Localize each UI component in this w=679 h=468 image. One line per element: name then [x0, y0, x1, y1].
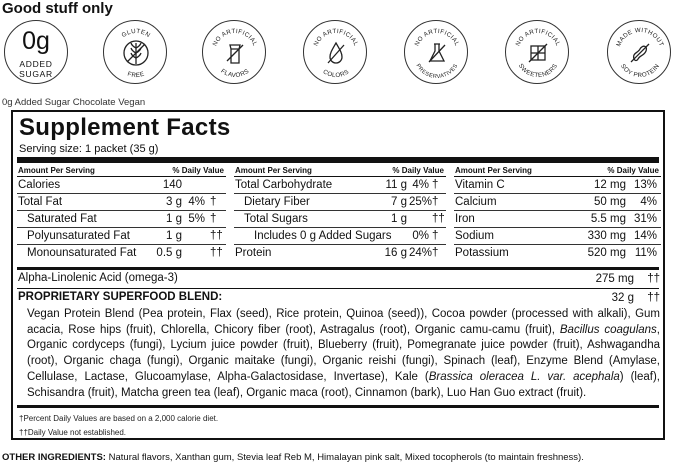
sweetener-icon: [506, 21, 570, 85]
nutrient-amount: 7 g: [391, 196, 407, 208]
nutrient-row: [234, 245, 446, 262]
svg-text:MADE WITHOUT: [615, 27, 665, 48]
nutrient-mark: †: [432, 196, 439, 208]
no-artificial-flavors-badge: [202, 20, 266, 84]
nutrient-mark: ††: [432, 213, 445, 225]
nutrient-percent: 4%: [188, 196, 205, 208]
badge-top-text: MADE WITHOUT: [615, 26, 665, 48]
svg-text:NO ARTIFICIAL: [514, 28, 561, 47]
nutrient-amount: 16 g: [384, 247, 407, 259]
nutrient-label: Monounsaturated Fat: [27, 247, 137, 259]
svg-text:SOY PROTEIN: [619, 63, 661, 79]
nutrient-row: [234, 211, 446, 228]
badge-row: [0, 20, 679, 96]
nutrient-label: Calcium: [455, 196, 497, 208]
badge-line2: SUGAR: [19, 69, 53, 79]
ala-row: [18, 272, 662, 288]
nutrient-label: Protein: [235, 247, 272, 259]
nutrient-row: [234, 177, 446, 194]
badge-bottom-text: FLAVORS: [219, 67, 251, 80]
nutrient-amount: 0.5 g: [156, 247, 182, 259]
nutrient-row: [454, 177, 661, 194]
badge-bottom-text: SWEETENERS: [516, 62, 560, 80]
added-sugar-badge: [4, 20, 68, 84]
nutrient-percent: 4%: [412, 179, 429, 191]
nutrient-amount: 11 g: [385, 179, 407, 191]
nutrient-mark: †: [432, 230, 439, 242]
nutrient-percent: 25%: [409, 196, 433, 208]
nutrient-mark: †: [210, 196, 217, 208]
nutrient-percent: 11%: [634, 247, 657, 259]
nutrient-label: Includes 0 g Added Sugars: [254, 230, 392, 242]
nutrient-label: Total Carbohydrate: [235, 179, 333, 191]
ingredients-text: ) (leaf), Schisandra (fruit), Matcha green tea (leaf), Organic maca (root), Cinnamon (bark), Luo Han Guo extract (fruit).: [27, 370, 660, 399]
amount-per-serving-header: Amount Per Serving: [455, 166, 532, 175]
ala-label: Alpha-Linolenic Acid (omega-3): [18, 272, 178, 284]
nutrient-row: [17, 177, 226, 194]
badge-top-text: NO ARTIFICIAL: [514, 27, 562, 48]
svg-text:PRESERVATIVES: [415, 63, 460, 80]
badge-top-text: NO ARTIFICIAL: [413, 27, 461, 48]
nutrient-amount: 330 mg: [587, 230, 626, 242]
other-ingredients-text: Natural flavors, Xanthan gum, Stevia leaf Reb M, Himalayan pink salt, Mixed tocopherols (to maintain freshness).: [105, 452, 584, 463]
nutrient-row: [17, 228, 226, 245]
footnote-dv-not-established: ††Daily Value not established.: [19, 428, 127, 437]
ingredients-italic: Brassica oleracea L. var. acephala: [428, 370, 620, 383]
nutrient-mark: †: [432, 179, 439, 191]
other-ingredients: [2, 452, 584, 463]
nutrient-amount: 50 mg: [594, 196, 626, 208]
badge-big-text: 0g: [22, 27, 50, 55]
supplement-facts-panel: [11, 110, 665, 440]
badge-line1: ADDED: [19, 59, 53, 69]
nutrient-percent: 14%: [633, 230, 657, 242]
ingredients-text: Vegan Protein Blend (Pea protein, Flax (seed), Rice protein, Quinoa (seed)), Cocoa powder (processed with alkali), Gum acacia, Rose hips (fruit), Chlorella, Chicory fiber (root), Astragalus (root), Organic camu-camu (fruit),: [27, 308, 660, 336]
nutrient-label: Calories: [18, 179, 61, 191]
no-artificial-colors-badge: [303, 20, 367, 84]
other-ingredients-label: OTHER INGREDIENTS:: [2, 452, 106, 463]
badge-top-text: GLUTEN: [120, 27, 152, 40]
svg-text:GLUTEN: [121, 28, 152, 39]
nutrient-mark: ††: [210, 230, 223, 242]
nutrient-row: [17, 194, 226, 211]
nutrient-row: [454, 228, 661, 245]
facts-column-b: [234, 165, 446, 262]
nutrient-label: Polyunsaturated Fat: [27, 230, 130, 242]
amount-per-serving-header: Amount Per Serving: [18, 166, 95, 175]
drop-icon: [304, 21, 368, 85]
nutrient-label: Saturated Fat: [27, 213, 97, 225]
wheat-icon: [104, 21, 168, 85]
daily-value-header: % Daily Value: [392, 166, 444, 175]
daily-value-header: % Daily Value: [172, 166, 224, 175]
nutrient-percent: 5%: [188, 213, 205, 225]
badge-top-text: NO ARTIFICIAL: [312, 27, 360, 48]
blend-amount: 32 g: [611, 292, 634, 304]
badge-bottom-text: FREE: [126, 70, 146, 80]
nutrient-label: Potassium: [455, 247, 509, 259]
nutrient-amount: 1 g: [166, 230, 182, 242]
nutrient-label: Iron: [455, 213, 475, 225]
nutrient-amount: 12 mg: [594, 179, 626, 191]
svg-text:SWEETENERS: [517, 63, 559, 80]
nutrient-percent: 31%: [633, 213, 657, 225]
footnote-percent-dv: †Percent Daily Values are based on a 2,000 calorie diet.: [19, 414, 219, 423]
flask-icon: [405, 21, 469, 85]
serving-size: Serving size: 1 packet (35 g): [19, 143, 159, 155]
column-header: [17, 165, 226, 177]
nutrient-label: Total Sugars: [244, 213, 308, 225]
section-heading: Good stuff only: [2, 0, 113, 17]
svg-text:FLAVORS: [219, 68, 250, 79]
badge-bottom-text: SOY PROTEIN: [618, 62, 662, 80]
nutrient-row: [17, 245, 226, 262]
nutrient-row: [454, 245, 661, 262]
thick-divider: [17, 157, 659, 163]
nutrient-percent: 24%: [409, 247, 433, 259]
column-header: [454, 165, 661, 177]
nutrient-row: [454, 194, 661, 211]
section-divider: [17, 405, 659, 408]
row-divider: [17, 288, 659, 289]
no-artificial-sweeteners-badge: [505, 20, 569, 84]
nutrient-amount: 1 g: [391, 213, 407, 225]
flavor-icon: [203, 21, 267, 85]
product-caption: 0g Added Sugar Chocolate Vegan: [2, 97, 146, 108]
blend-ingredients: [27, 307, 660, 401]
nutrient-row: [17, 211, 226, 228]
ingredients-text: , Organic cordyceps (fungi), Lycium juice powder (fruit), Blueberry (fruit), Pomegranate juice powder (fruit), Ashwagandha (root), Organic chaga (fungi), Organic maitake (fungi), Organic reishi (fungi), Spinach (leaf), Enzyme Blend (Amylase, Cellulase, Lactase, Glucoamylase, Alpha-Galactosidase, Invertase), Kale (: [27, 323, 660, 383]
nutrient-row: [234, 194, 446, 211]
badge-top-text: NO ARTIFICIAL: [211, 27, 259, 48]
section-divider: [17, 267, 659, 270]
svg-text:FREE: [127, 71, 146, 80]
nutrient-percent: 4%: [640, 196, 657, 208]
nutrient-mark: †: [432, 247, 439, 259]
soy-icon: [608, 21, 672, 85]
nutrient-label: Dietary Fiber: [244, 196, 310, 208]
nutrient-amount: 3 g: [166, 196, 182, 208]
nutrient-row: [234, 228, 446, 245]
nutrient-mark: †: [210, 213, 217, 225]
nutrient-percent: 0%: [412, 230, 429, 242]
made-without-soy-protein-badge: [607, 20, 671, 84]
daily-value-header: % Daily Value: [607, 166, 659, 175]
no-artificial-preservatives-badge: [404, 20, 468, 84]
blend-row: [18, 291, 662, 307]
nutrient-amount: 520 mg: [587, 247, 626, 259]
badge-bottom-text: PRESERVATIVES: [414, 63, 460, 81]
ala-mark: ††: [647, 273, 660, 285]
ala-amount: 275 mg: [595, 273, 634, 285]
gluten-free-badge: [103, 20, 167, 84]
blend-mark: ††: [647, 292, 660, 304]
nutrient-amount: 5.5 mg: [590, 213, 626, 225]
nutrient-mark: ††: [210, 247, 223, 259]
blend-label: PROPRIETARY SUPERFOOD BLEND:: [18, 291, 223, 303]
nutrient-amount: 140: [162, 179, 182, 191]
nutrient-row: [454, 211, 661, 228]
nutrient-amount: 1 g: [166, 213, 182, 225]
badge-bottom-text: COLORS: [321, 68, 351, 80]
amount-per-serving-header: Amount Per Serving: [235, 166, 312, 175]
facts-column-c: [454, 165, 661, 262]
nutrient-label: Total Fat: [18, 196, 63, 208]
svg-text:COLORS: [322, 68, 351, 79]
nutrient-label: Sodium: [455, 230, 494, 242]
ingredients-italic: Bacillus coagulans: [559, 323, 657, 336]
nutrient-label: Vitamin C: [455, 179, 505, 191]
column-header: [234, 165, 446, 177]
nutrient-percent: 13%: [633, 179, 657, 191]
facts-title: Supplement Facts: [19, 114, 231, 141]
facts-column-a: [17, 165, 226, 262]
svg-text:NO ARTIFICIAL: [312, 28, 359, 47]
